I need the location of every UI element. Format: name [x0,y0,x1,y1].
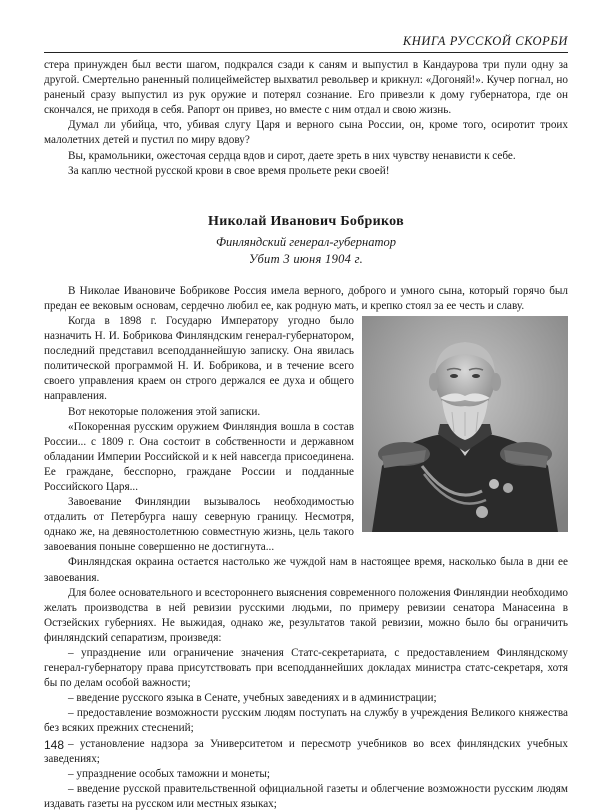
list-item: – введение русской правительственной официальной газеты и облегчение возможности русским людям издавать газеты на русском или местных языках; [44,782,568,810]
list-item: – упразднение или ограничение значения Статс-секретариата, с предоставлением Финляндскому генерал-губернатору права присутствовать при всеподданнейших докладах министра статс-секретаря, хотя бы по делам особой важности; [44,647,568,690]
running-header-title: КНИГА РУССКОЙ СКОРБИ [402,34,568,48]
list-item: – введение русского языка в Сенате, учебных заведениях и в администрации; [68,692,437,705]
article-title: Николай Иванович Бобриков [208,213,404,229]
body-paragraph: Когда в 1898 г. Государю Императору угодно было назначить Н. И. Бобрикова Финляндским генерал-губернатором, последний представил всеподданнейшую записку. Она явилась политической программой Н. И. Бобрикова, и в течение всего своего управления краем он строго держался ее духа и общего направления. [44,314,354,403]
intro-paragraph: Думал ли убийца, что, убивая слугу Царя и верного сына России, он, кроме того, осиротит троих малолетних детей и пустил по миру вдову? [44,119,568,147]
article-header [44,213,568,268]
body-paragraph: В Николае Ивановиче Бобрикове Россия имела верного, доброго и умного сына, который горячо был предан ее вековым основам, сердечно любил ее, как родную мать, и крепко стоял за ее честь и славу. [44,284,568,312]
list-item: – упразднение особых таможни и монеты; [68,767,270,780]
article-date: Убит 3 июня 1904 г. [248,251,364,266]
body-paragraph: Финляндская окраина остается настолько же чуждой нам в настоящее время, насколько была в дни ее завоевания. [44,556,568,584]
list-item: – установление надзора за Университетом и пересмотр учебников во всех финляндских учебных заведениях; [44,737,568,765]
page-body [44,58,568,812]
body-paragraph: Для более основательного и всестороннего выяснения современного положения Финляндии необходимо желать производства в ней ревизии русскими людьми, по примеру ревизии сенатора Манасеина в Остзейских губерниях. Не выжидая, однако же, результатов такой ревизии, можно было бы ограничить финляндский сепаратизм, произведя: [44,586,569,644]
portrait-image-icon [362,316,568,532]
body-paragraph: «Покоренная русским оружием Финляндия вошла в состав России... с 1809 г. Она состоит в собственности и державном обладании Империи Российской и к ней навсегда присоединена. Ее граждане, бесспорно, граждане России и подданные Российского Царя... [44,420,354,493]
intro-paragraph: Вы, крамольники, ожесточая сердца вдов и сирот, даете зреть в них чувству ненависти к себе. [68,149,516,162]
intro-paragraph: стера принужден был вести шагом, подкрался сзади к саням и выпустил в Кандаурова три пули одну за другой. Смертельно раненный полицеймейстер выхватил револьвер и крикнул: «Догоняй!». Кучер погнал, но раненый сразу выпустил из рук оружие и потерял сознание. Его привезли к дому губернатора, где он скончался, не приходя в себя. Рапорт он привез, но вместе с ним отдал и свою жизнь. [44,59,568,117]
intro-paragraph: За каплю честной русской крови в свое время прольете реки своей! [68,164,390,177]
list-item: – предоставление возможности русским людям поступать на службу в учреждения Великого княжества без всяких прежних стеснений; [44,707,568,735]
article-subtitle: Финляндский генерал-губернатор [215,234,397,249]
portrait-photo [362,316,568,532]
page-number: 148 [44,738,65,752]
running-header [44,30,568,53]
body-paragraph: Завоевание Финляндии вызывалось необходимостью отдалить от Петербурга нашу северную границу. Несмотря, однако же, на девяностолетнюю совместную жизнь, цель такого завоевания поныне совершенно не достигнута... [44,496,354,554]
body-paragraph: Вот некоторые положения этой записки. [68,405,261,418]
